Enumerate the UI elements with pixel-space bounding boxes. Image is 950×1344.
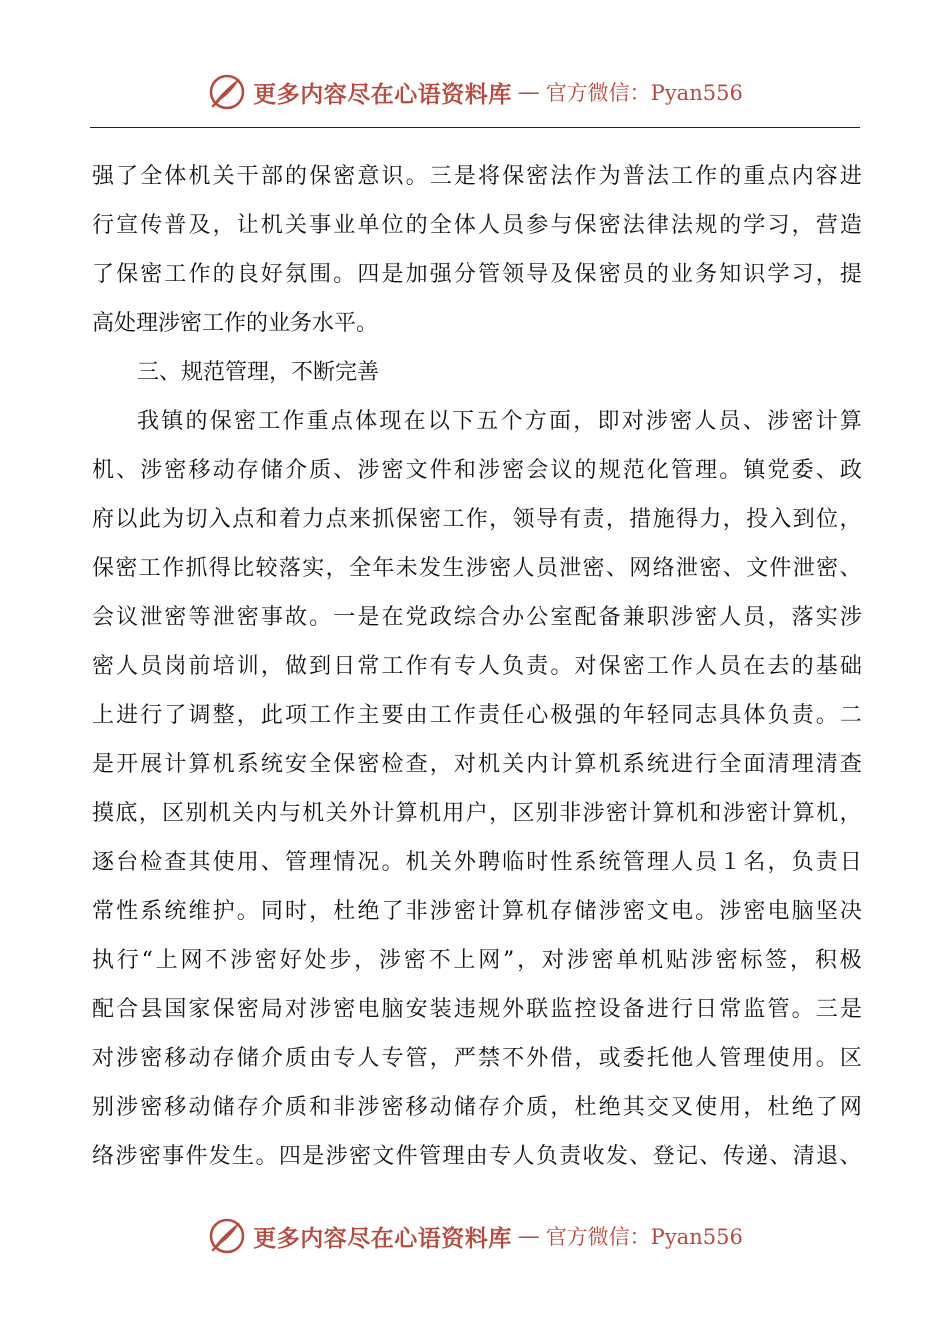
body-line: 上 进 行 了 调 整 ， 此 项 工 作 主 要 由 工 作 责 任 心 极 强 的 年 轻 同 志 具 体 负 责 。 二	[92, 703, 862, 728]
header-divider	[90, 127, 860, 128]
footer-dash: —	[517, 1223, 540, 1249]
body-line: 会 议 泄 密 等 泄 密 事 故 。 一 是 在 党 政 综 合 办 公 室 配 备 兼 职 涉 密 人 员 ， 落 实 涉	[92, 605, 862, 630]
header-brand-text: 更多内容尽在心语资料库	[253, 80, 512, 108]
body-line: 配 合 县 国 家 保 密 局 对 涉 密 电 脑 安 装 违 规 外 联 监 控 设 备 进 行 日 常 监 管 。 三 是	[92, 997, 862, 1022]
body-line: 对 涉 密 移 动 存 储 介 质 由 专 人 专 管 ， 严 禁 不 外 借 ， 或 委 托 他 人 管 理 使 用 。 区	[92, 1046, 862, 1071]
body-line: 我 镇 的 保 密 工 作 重 点 体 现 在 以 下 五 个 方 面 ， 即 对 涉 密 人 员 、 涉 密 计 算	[137, 409, 862, 434]
body-line: 执 行 “ 上 网 不 涉 密 好 处 步 ， 涉 密 不 上 网 ” ， 对 涉 密 单 机 贴 涉 密 标 签 ， 积 极	[92, 948, 862, 973]
body-line: 保 密 工 作 抓 得 比 较 落 实 ， 全 年 未 发 生 涉 密 人 员 泄 密 、 网 络 泄 密 、 文 件 泄 密 、	[92, 556, 862, 581]
section-heading: 三、规范管理，不断完善	[137, 360, 380, 385]
quill-logo-icon	[207, 1216, 247, 1256]
body-line: 逐 台 检 查 其 使 用 、 管 理 情 况 。 机 关 外 聘 临 时 性 系 统 管 理 人 员 １ 名 ， 负 责 日	[92, 850, 862, 875]
footer-wechat-text: 官方微信：Pyan556	[545, 1225, 743, 1249]
body-line: 摸 底 ， 区 别 机 关 内 与 机 关 外 计 算 机 用 户 ， 区 别 非 涉 密 计 算 机 和 涉 密 计 算 机 ，	[92, 801, 862, 826]
body-line: 络 涉 密 事 件 发 生 。 四 是 涉 密 文 件 管 理 由 专 人 负 责 收 发 、 登 记 、 传 递 、 清 退 、	[92, 1144, 862, 1169]
header-banner	[0, 70, 950, 114]
body-line: 行 宣 传 普 及 ， 让 机 关 事 业 单 位 的 全 体 人 员 参 与 保 密 法 律 法 规 的 学 习 ， 营 造	[92, 213, 862, 238]
body-line: 强 了 全 体 机 关 干 部 的 保 密 意 识 。 三 是 将 保 密 法 作 为 普 法 工 作 的 重 点 内 容 进	[92, 164, 862, 189]
body-line: 府 以 此 为 切 入 点 和 着 力 点 来 抓 保 密 工 作 ， 领 导 有 责 ， 措 施 得 力 ， 投 入 到 位 ，	[92, 507, 862, 532]
header-dash: —	[517, 79, 540, 105]
footer-banner	[0, 1214, 950, 1258]
body-line: 常 性 系 统 维 护 。 同 时 ， 杜 绝 了 非 涉 密 计 算 机 存 储 涉 密 文 电 。 涉 密 电 脑 坚 决	[92, 899, 862, 924]
body-line: 别 涉 密 移 动 储 存 介 质 和 非 涉 密 移 动 储 存 介 质 ， 杜 绝 其 交 叉 使 用 ， 杜 绝 了 网	[92, 1095, 862, 1120]
header-wechat-text: 官方微信：Pyan556	[545, 81, 743, 105]
body-line: 机 、 涉 密 移 动 存 储 介 质 、 涉 密 文 件 和 涉 密 会 议 的 规 范 化 管 理 。 镇 党 委 、 政	[92, 458, 862, 483]
footer-brand-text: 更多内容尽在心语资料库	[253, 1224, 512, 1252]
quill-logo-icon	[207, 72, 247, 112]
body-line: 了 保 密 工 作 的 良 好 氛 围 。 四 是 加 强 分 管 领 导 及 保 密 员 的 业 务 知 识 学 习 ， 提	[92, 262, 862, 287]
body-line: 是 开 展 计 算 机 系 统 安 全 保 密 检 查 ， 对 机 关 内 计 算 机 系 统 进 行 全 面 清 理 清 查	[92, 752, 862, 777]
body-line: 密 人 员 岗 前 培 训 ， 做 到 日 常 工 作 有 专 人 负 责 。 对 保 密 工 作 人 员 在 去 的 基 础	[92, 654, 862, 679]
body-line: 高处理涉密工作的业务水平。	[92, 311, 379, 336]
document-body	[92, 152, 862, 1181]
